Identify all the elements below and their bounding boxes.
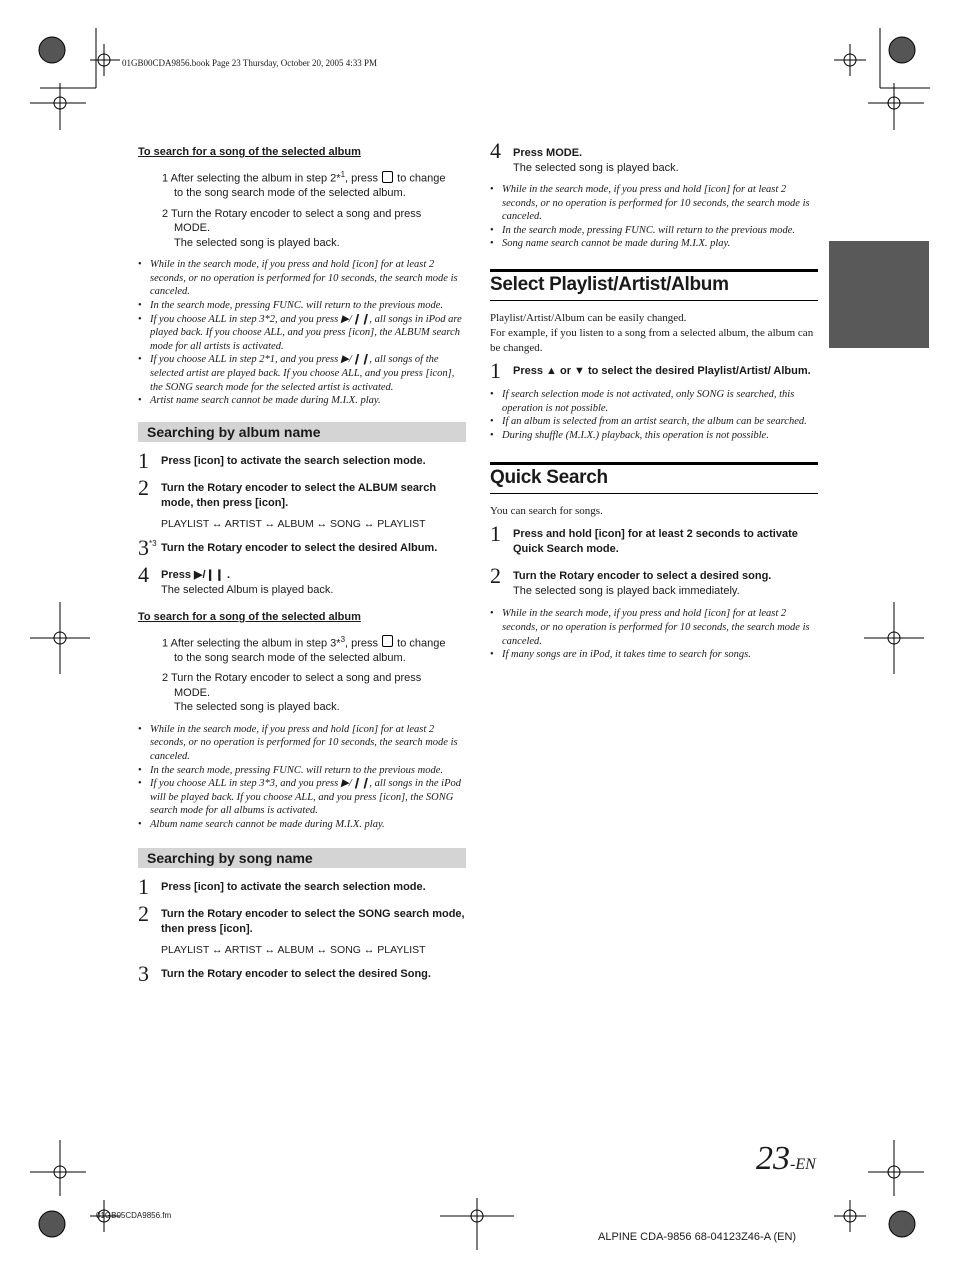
step-2: 2 Turn the Rotary encoder to select the ALBUM search mode, then press [icon]. PLAYLIST ↔ ARTIST ↔ ALBUM ↔ SONG ↔ PLAYLIST (138, 474, 437, 530)
note-item: • In the search mode, pressing FUNC. will return to the previous mode. (138, 764, 466, 778)
step-1: 1 Press [icon] to activate the search selection mode. (138, 447, 426, 473)
step-3: 3 *3 Turn the Rotary encoder to select the desired Album. (138, 534, 438, 560)
section-bar-song: Searching by song name (138, 848, 466, 868)
note-item: • If you choose ALL in step 3*3, and you press ▶/❙❙, all songs in the iPod will be played back. If you choose ALL, and you press [icon], the SONG search mode for all albums is activated. (138, 777, 466, 818)
step-1: 1 Press and hold [icon] for at least 2 seconds to activate Quick Search mode. (490, 521, 798, 556)
note-item: • During shuffle (M.I.X.) playback, this operation is not possible. (490, 429, 818, 443)
note-item: • In the search mode, pressing FUNC. will return to the previous mode. (138, 299, 466, 313)
search-button-icon (382, 635, 393, 647)
step-1: 1 Press [icon] to activate the search selection mode. (138, 873, 426, 899)
file-header: 01GB00CDA9856.book Page 23 Thursday, October 20, 2005 4:33 PM (122, 58, 377, 68)
notes-list (490, 183, 818, 251)
note-item: • While in the search mode, if you press and hold [icon] for at least 2 seconds, or no operation is performed for 10 seconds, the search mode is canceled. (490, 183, 818, 224)
section-heading: To search for a song of the selected album (138, 146, 361, 158)
note-item: • In the search mode, pressing FUNC. will return to the previous mode. (490, 224, 818, 238)
step-4: 4 Press MODE. The selected song is played back. (490, 138, 679, 174)
left-column (138, 146, 466, 986)
substep-1: 1 After selecting the album in step 2*$^1$, press to change to the song search mode of the selected album. (162, 170, 446, 200)
substep-2: 2 Turn the Rotary encoder to select a song and press MODE. The selected song is played back. (162, 672, 422, 714)
section-title-select: Select Playlist/Artist/Album (490, 269, 818, 301)
notes-list (138, 258, 466, 408)
footer-file-name: 01GB05CDA9856.fm (96, 1211, 172, 1220)
step-4: 4 Press ▶/❙❙ . The selected Album is played back. (138, 561, 334, 596)
note-item: • Album name search cannot be made during M.I.X. play. (138, 818, 466, 832)
step-3: 3 Turn the Rotary encoder to select the desired Song. (138, 960, 431, 986)
note-item: • If you choose ALL in step 3*2, and you press ▶/❙❙, all songs in iPod are played back. If you choose ALL, and you press [icon], the ALBUM search mode for all artists is activated. (138, 313, 466, 354)
body-text: You can search for songs. (490, 505, 603, 518)
body-text: For example, if you listen to a song from a selected album, the album can be changed. (490, 326, 814, 354)
note-item: • If an album is selected from an artist search, the album can be searched. (490, 415, 818, 429)
page-number: 23-EN (756, 1140, 816, 1177)
notes-list (490, 607, 818, 661)
substep-2: 2 Turn the Rotary encoder to select a song and press MODE. The selected song is played back. (162, 207, 422, 249)
notes-list (490, 388, 818, 442)
note-item: • If search selection mode is not activated, only SONG is searched, this operation is not possible. (490, 388, 818, 415)
notes-list (138, 723, 466, 832)
body-text: Playlist/Artist/Album can be easily changed. (490, 311, 687, 324)
note-item: • Song name search cannot be made during M.I.X. play. (490, 237, 818, 251)
note-item: • While in the search mode, if you press and hold [icon] for at least 2 seconds, or no operation is performed for 10 seconds, the search mode is canceled. (138, 258, 466, 299)
section-title-quick: Quick Search (490, 462, 818, 494)
note-item: • While in the search mode, if you press and hold [icon] for at least 2 seconds, or no operation is performed for 10 seconds, the search mode is canceled. (138, 723, 466, 764)
note-item: • If you choose ALL in step 2*1, and you press ▶/❙❙, all songs of the selected artist are played back. If you choose ALL, and you press [icon], the SONG search mode for the selected artist is activated. (138, 353, 466, 394)
section-bar-album: Searching by album name (138, 422, 466, 442)
side-tab (829, 241, 929, 348)
step-1: 1 Press ▲ or ▼ to select the desired Playlist/Artist/ Album. (490, 357, 811, 383)
note-item: • While in the search mode, if you press and hold [icon] for at least 2 seconds, or no operation is performed for 10 seconds, the search mode is canceled. (490, 607, 818, 648)
step-2: 2 Turn the Rotary encoder to select the SONG search mode, then press [icon]. PLAYLIST ↔ ARTIST ↔ ALBUM ↔ SONG ↔ PLAYLIST (138, 900, 465, 956)
footer-model: ALPINE CDA-9856 68-04123Z46-A (EN) (598, 1231, 797, 1243)
substep-1: 1 After selecting the album in step 3*$^3$, press to change to the song search mode of the selected album. (162, 634, 446, 664)
section-heading: To search for a song of the selected album (138, 610, 361, 623)
note-item: • Artist name search cannot be made during M.I.X. play. (138, 394, 466, 408)
right-column (490, 138, 818, 662)
search-button-icon (382, 171, 393, 183)
step-2: 2 Turn the Rotary encoder to select a desired song. The selected song is played back immediately. (490, 563, 772, 598)
note-item: • If many songs are in iPod, it takes time to search for songs. (490, 648, 818, 662)
